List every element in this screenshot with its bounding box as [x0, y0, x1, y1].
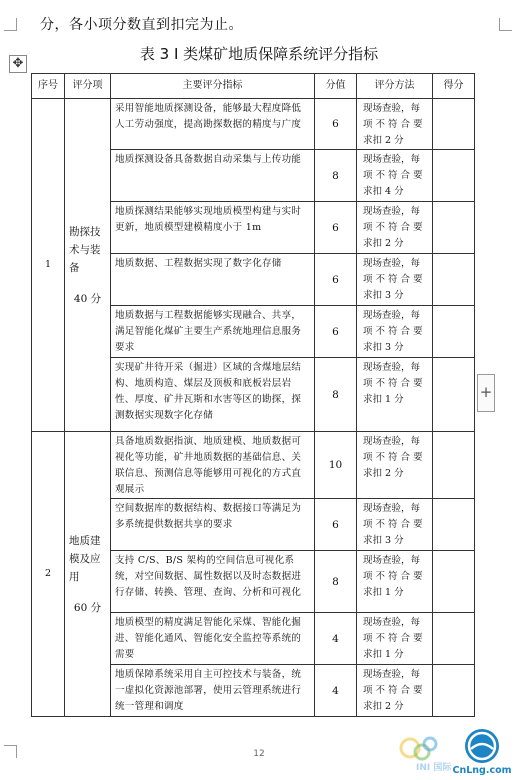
method-line: 求扣 2 分: [363, 238, 404, 249]
method-line: 项 不 符 合 要: [363, 633, 423, 644]
method-line: 求扣 1 分: [363, 649, 404, 660]
group-item-name: 勘探技术与装备: [69, 226, 101, 274]
intro-text: 分，各小项分数直到扣完为止。: [40, 17, 243, 33]
group-item-name: 地质建模及应用: [69, 535, 101, 583]
points-cell[interactable]: [433, 202, 475, 254]
method-line: 求扣 1 分: [363, 587, 404, 598]
site-logo-watermark: [388, 722, 516, 777]
method-cell: [357, 202, 433, 254]
score-cell: 6: [315, 99, 357, 150]
method-line: 求扣 3 分: [363, 535, 404, 546]
method-line: 现场查验，每: [363, 555, 421, 566]
score-cell: 4: [315, 613, 357, 665]
method-line: 现场查验，每: [363, 436, 421, 447]
page-corner-mark: [4, 18, 17, 31]
method-line: 现场查验，每: [363, 154, 421, 165]
method-line: 项 不 符 合 要: [363, 326, 423, 337]
method-line: 现场查验，每: [363, 362, 421, 373]
method-line: 求扣 3 分: [363, 342, 404, 353]
score-cell: 8: [315, 358, 357, 432]
header-points: 得分: [433, 74, 475, 99]
table-header-row: [32, 74, 475, 99]
page-corner-mark: [499, 18, 512, 31]
method-cell: [357, 499, 433, 551]
points-cell[interactable]: [433, 358, 475, 432]
indicator-cell: 地质模型的精度满足智能化采煤、智能化掘进、智能化通风、智能化安全监控等系统的需要: [111, 613, 315, 665]
indicator-cell: 地质数据与工程数据能够实现融合、共享，满足智能化煤矿主要生产系统地理信息服务要求: [111, 306, 315, 358]
table-move-handle-icon[interactable]: ✥: [9, 55, 27, 73]
group-item-points: 60 分: [73, 602, 102, 614]
method-line: 项 不 符 合 要: [363, 519, 423, 530]
method-line: 求扣 2 分: [363, 701, 404, 712]
score-cell: 8: [315, 150, 357, 202]
score-cell: 6: [315, 306, 357, 358]
method-cell: [357, 358, 433, 432]
method-cell: [357, 432, 433, 499]
method-line: 求扣 3 分: [363, 290, 404, 301]
method-line: 项 不 符 合 要: [363, 170, 423, 181]
points-cell[interactable]: [433, 150, 475, 202]
group-index: 1: [32, 99, 65, 432]
method-line: 项 不 符 合 要: [363, 274, 423, 285]
points-cell[interactable]: [433, 432, 475, 499]
score-cell: 10: [315, 432, 357, 499]
method-line: 项 不 符 合 要: [363, 378, 423, 389]
method-line: 项 不 符 合 要: [363, 452, 423, 463]
method-line: 现场查验，每: [363, 617, 421, 628]
method-line: 现场查验，每: [363, 258, 421, 269]
indicator-cell: 采用智能地质探测设备，能够最大程度降低人工劳动强度，提高勘探数据的精度与广度: [111, 99, 315, 150]
method-cell: [357, 613, 433, 665]
page-number: 12: [253, 749, 265, 759]
points-cell[interactable]: [433, 254, 475, 306]
header-index: 序号: [32, 74, 65, 99]
method-line: 项 不 符 合 要: [363, 222, 423, 233]
table-caption: 表 3 I 类煤矿地质保障系统评分指标: [139, 45, 379, 63]
points-cell[interactable]: [433, 613, 475, 665]
table-row: [32, 99, 475, 150]
points-cell[interactable]: [433, 665, 475, 717]
indicator-cell: 地质数据、工程数据实现了数字化存储: [111, 254, 315, 306]
indicator-cell: 实现矿井待开采（掘进）区域的含煤地层结构、地质构造、煤层及顶板和底板岩层岩性、厚度、矿井瓦斯和水害等区的勘探，探测数据实现数字化存储: [111, 358, 315, 432]
points-cell[interactable]: [433, 306, 475, 358]
method-cell: [357, 99, 433, 150]
svg-text:INI 国际: INI 国际: [416, 763, 452, 773]
points-cell[interactable]: [433, 99, 475, 150]
method-cell: [357, 150, 433, 202]
method-line: 求扣 2 分: [363, 468, 404, 479]
score-cell: 6: [315, 202, 357, 254]
method-line: 项 不 符 合 要: [363, 571, 423, 582]
method-cell: [357, 551, 433, 613]
method-line: 项 不 符 合 要: [363, 119, 423, 130]
indicator-cell: 地质保障系统采用自主可控技术与装备，统一虚拟化资源池部署，使用云管理系统进行统一管理和调度: [111, 665, 315, 717]
method-line: 现场查验，每: [363, 206, 421, 217]
points-cell[interactable]: [433, 499, 475, 551]
score-cell: 8: [315, 551, 357, 613]
score-cell: 4: [315, 665, 357, 717]
header-score: 分值: [315, 74, 357, 99]
add-row-plus-icon[interactable]: +: [477, 374, 495, 412]
method-line: 项 不 符 合 要: [363, 685, 423, 696]
method-cell: [357, 306, 433, 358]
group-index: 2: [32, 432, 65, 717]
score-cell: 6: [315, 499, 357, 551]
indicator-cell: 支持 C/S、B/S 架构的空间信息可视化系统，对空间数据、属性数据以及时态数据进行存储、转换、管理、查询、分析和可视化: [111, 551, 315, 613]
indicator-cell: 具备地质数据指演、地质建模、地质数据可视化等功能，矿井地质数据的基础信息、关联信息、预测信息等能够用可视化的方式直观展示: [111, 432, 315, 499]
header-indicator: 主要评分指标: [111, 74, 315, 99]
scoring-table: [31, 73, 475, 717]
method-line: 现场查验，每: [363, 103, 421, 114]
indicator-cell: 地质探测设备具备数据自动采集与上传功能: [111, 150, 315, 202]
method-line: 现场查验，每: [363, 503, 421, 514]
method-line: 求扣 4 分: [363, 186, 404, 197]
method-line: 求扣 2 分: [363, 135, 404, 146]
method-cell: [357, 665, 433, 717]
method-line: 现场查验，每: [363, 669, 421, 680]
group-item-cell: [65, 432, 111, 717]
method-cell: [357, 254, 433, 306]
indicator-cell: 地质探测结果能够实现地质模型构建与实时更新，地质模型建模精度小于 1m: [111, 202, 315, 254]
watermark-text: CnLng.com: [452, 765, 512, 776]
table-row: [32, 432, 475, 499]
score-cell: 6: [315, 254, 357, 306]
header-item: 评分项: [65, 74, 111, 99]
group-item-points: 40 分: [73, 293, 102, 305]
method-line: 现场查验，每: [363, 310, 421, 321]
method-line: 求扣 1 分: [363, 394, 404, 405]
indicator-cell: 空间数据库的数据结构、数据接口等满足为多系统提供数据共享的要求: [111, 499, 315, 551]
header-method: 评分方法: [357, 74, 433, 99]
group-item-cell: [65, 99, 111, 432]
points-cell[interactable]: [433, 551, 475, 613]
